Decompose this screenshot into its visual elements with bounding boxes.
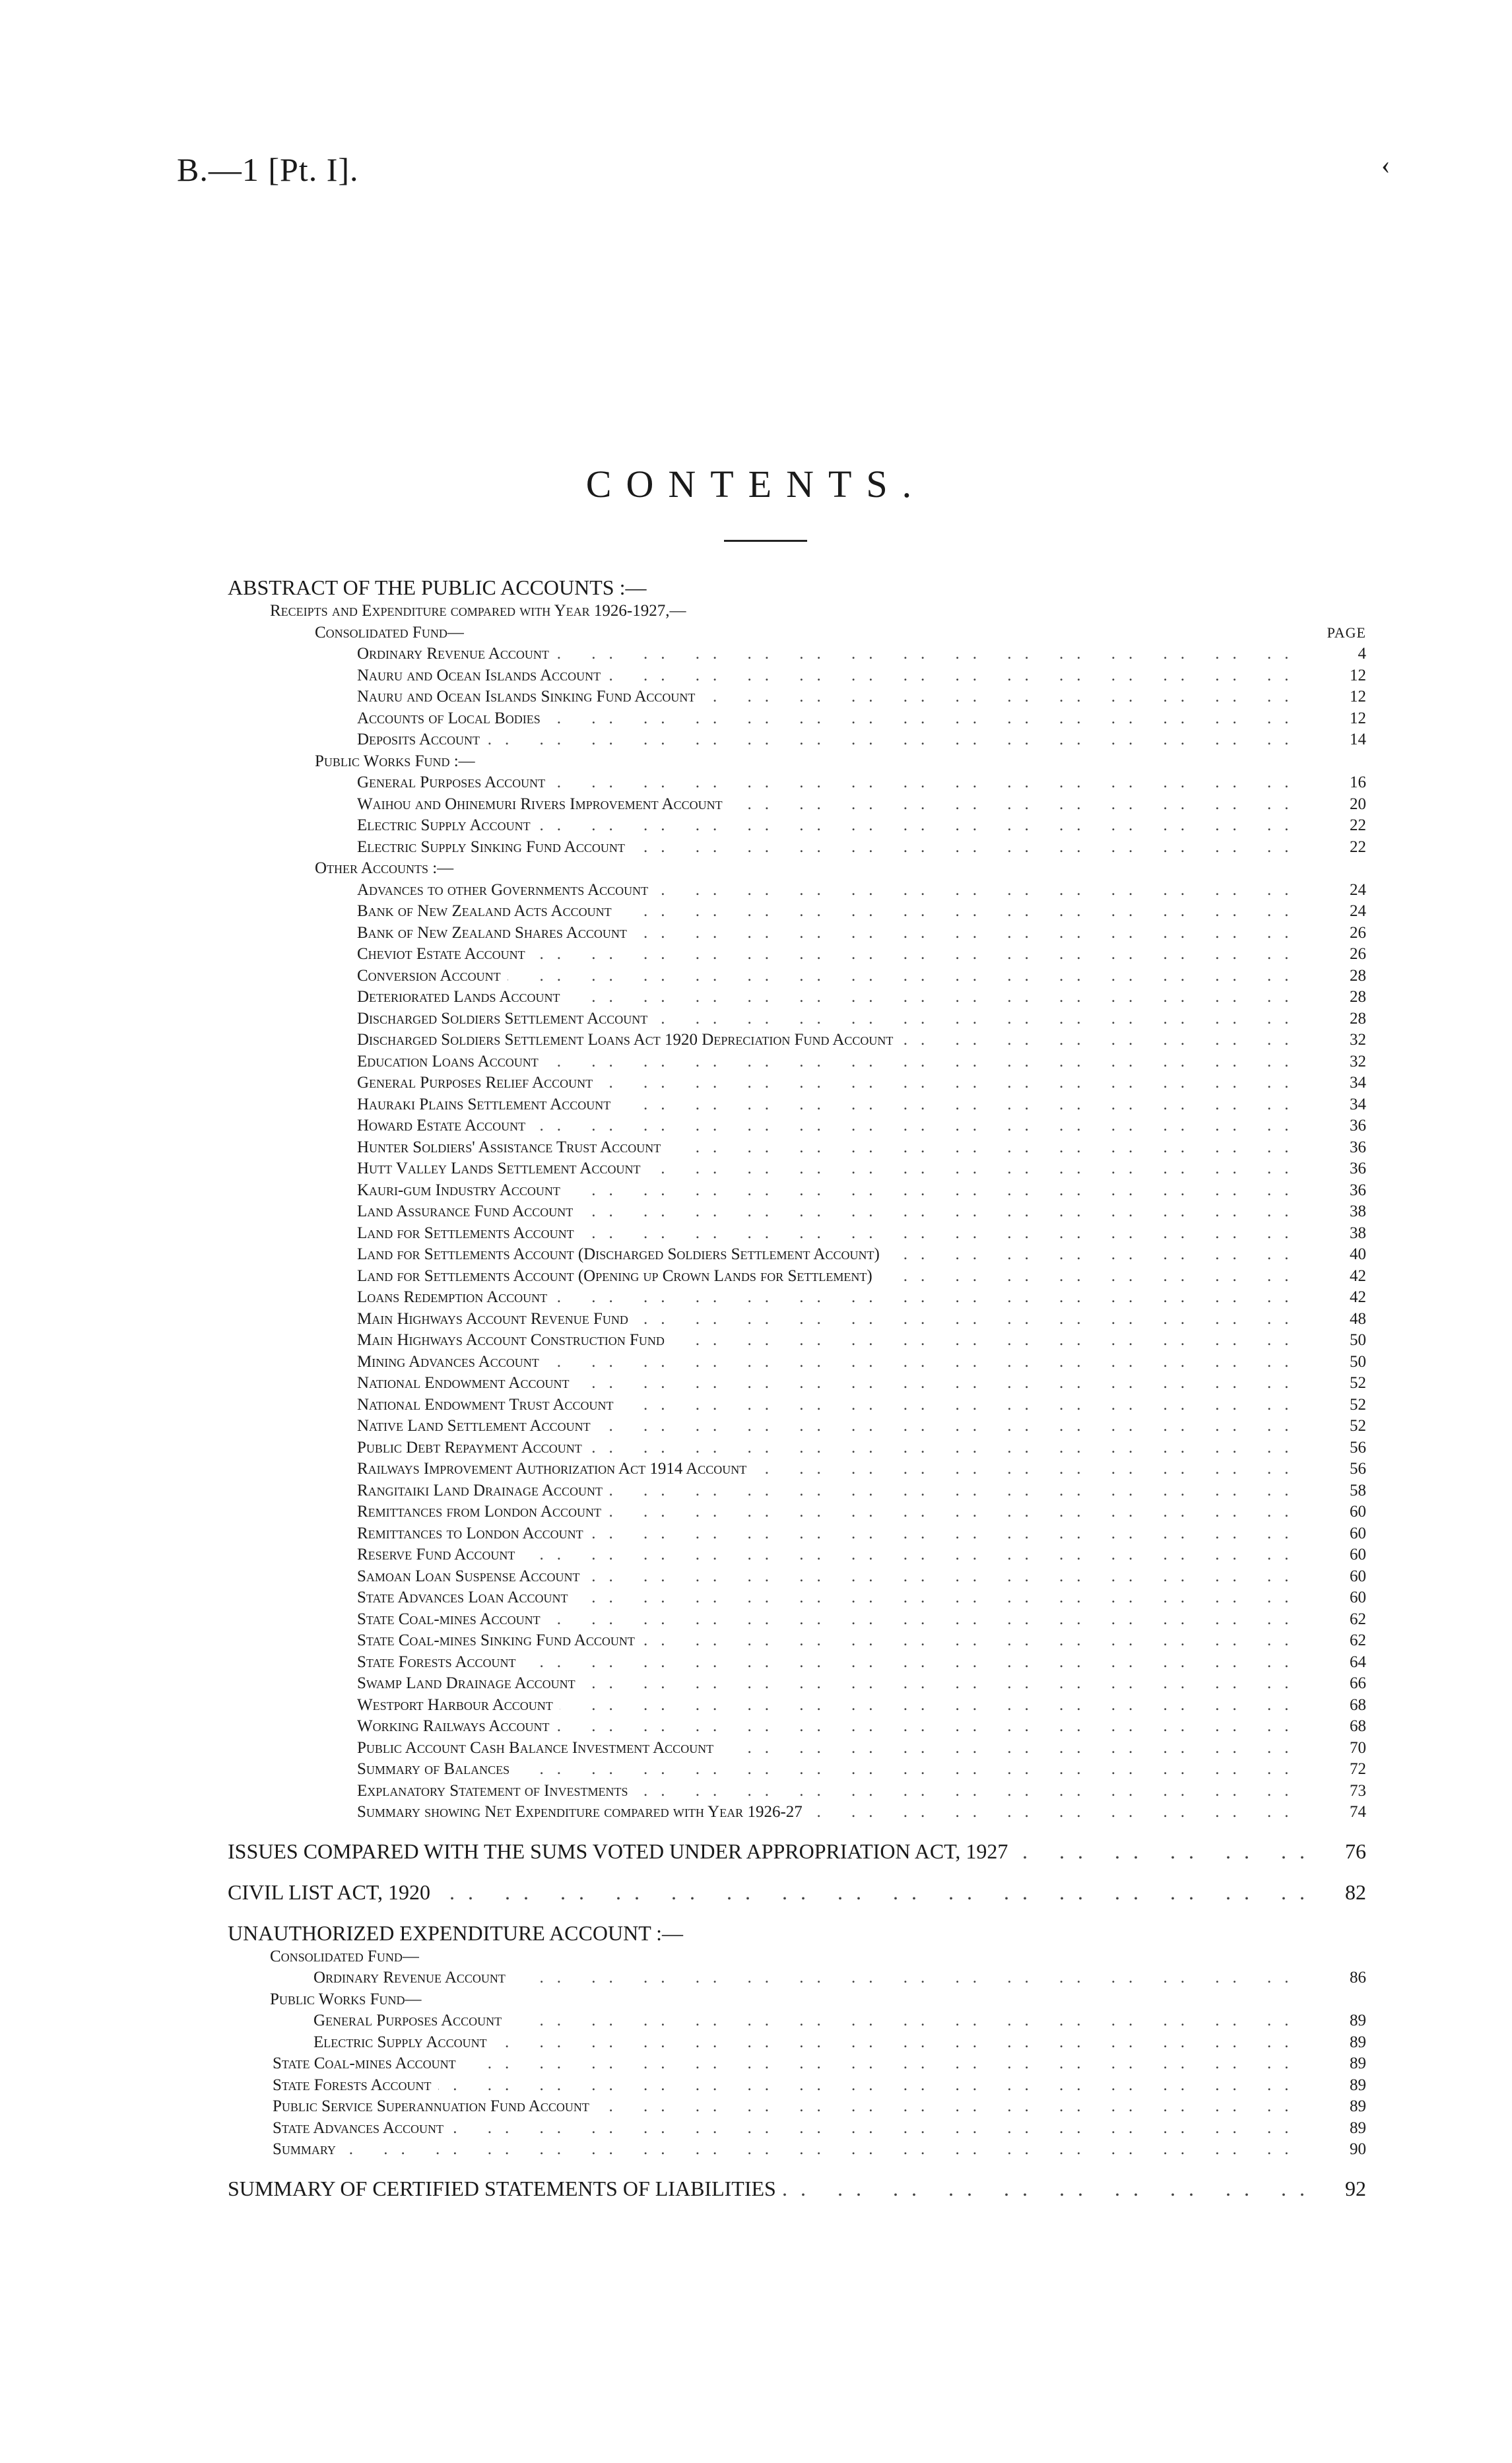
toc-entry-title: Receipts and Expenditure compared with Year 1926-1927,— [228, 601, 693, 622]
toc-entry-title: Main Highways Account Revenue Fund [228, 1309, 635, 1330]
toc-entry-page: 89 [1350, 2097, 1366, 2115]
toc-entry-page: 22 [1350, 816, 1366, 834]
toc-entry-page: 76 [1345, 1839, 1366, 1863]
toc-entry [228, 1094, 1366, 1116]
toc-entry [228, 966, 1366, 987]
toc-entry-title: UNAUTHORIZED EXPENDITURE ACCOUNT :— [228, 1920, 690, 1946]
toc-entry-page: 64 [1350, 1653, 1366, 1671]
toc-entry [228, 2010, 1366, 2032]
toc-entry-title: SUMMARY OF CERTIFIED STATEMENTS OF LIABILITIES [228, 2175, 783, 2202]
toc-entry-page: 20 [1350, 795, 1366, 813]
toc-entry-page: 42 [1350, 1266, 1366, 1285]
toc-entry [228, 1738, 1366, 1759]
toc-entry-title: Hutt Valley Lands Settlement Account [228, 1158, 647, 1180]
toc-entry-page: 24 [1350, 880, 1366, 899]
toc-entry-title: Conversion Account [228, 966, 508, 987]
toc-entry-title: Ordinary Revenue Account [228, 643, 556, 665]
toc-entry-page: 52 [1350, 1417, 1366, 1435]
toc-entry-title: CIVIL LIST ACT, 1920 [228, 1879, 437, 1905]
toc-entry [228, 1587, 1366, 1609]
toc-entry-page: 16 [1350, 773, 1366, 791]
toc-entry-page: 24 [1350, 902, 1366, 920]
toc-entry-page: 72 [1350, 1760, 1366, 1778]
toc-entry-page: 92 [1345, 2176, 1366, 2200]
toc-entry [228, 923, 1366, 944]
toc-entry-page: 90 [1350, 2140, 1366, 2158]
toc-entry-title: Waihou and Ohinemuri Rivers Improvement Account [228, 794, 729, 816]
toc-entry-title: Advances to other Governments Account [228, 880, 655, 902]
toc-entry-title: State Forests Account [228, 2075, 438, 2097]
toc-entry-title: Land for Settlements Account (Opening up Crown Lands for Settlement) [228, 1266, 879, 1288]
toc-entry [228, 2053, 1366, 2075]
toc-entry [228, 2096, 1366, 2118]
toc-entry-title: General Purposes Relief Account [228, 1072, 599, 1094]
toc-entry [228, 2139, 1366, 2161]
page-column-label: PAGE [1327, 624, 1366, 641]
toc-entry [228, 1989, 1366, 2011]
toc-entry [228, 1223, 1366, 1245]
toc-entry-title: Bank of New Zealand Acts Account [228, 901, 618, 923]
toc-entry [228, 1879, 1366, 1905]
toc-entry [228, 1266, 1366, 1288]
toc-entry-title: Railways Improvement Authorization Act 1914 Account [228, 1459, 753, 1480]
toc-entry [228, 686, 1366, 708]
toc-entry-page: 28 [1350, 1009, 1366, 1028]
toc-entry [228, 1523, 1366, 1545]
toc-entry-title: General Purposes Account [228, 772, 552, 794]
toc-entry [228, 1352, 1366, 1373]
toc-entry-title: Public Account Cash Balance Investment Account [228, 1738, 720, 1759]
toc-entry [228, 1695, 1366, 1717]
toc-entry [228, 1652, 1366, 1674]
toc-entry [228, 2075, 1366, 2097]
toc-entry [228, 622, 1366, 644]
toc-entry [228, 708, 1366, 730]
toc-entry-title: Public Works Fund :— [228, 751, 482, 773]
toc-entry-title: Kauri-gum Industry Account [228, 1180, 567, 1202]
toc-entry-title: Reserve Fund Account [228, 1544, 521, 1566]
toc-entry-title: Land for Settlements Account [228, 1223, 581, 1245]
toc-entry [228, 643, 1366, 665]
toc-entry-title: Howard Estate Account [228, 1115, 532, 1137]
title-rule [724, 540, 807, 542]
toc-entry [228, 1030, 1366, 1051]
toc-entry-page: 28 [1350, 988, 1366, 1006]
toc-entry [228, 665, 1366, 687]
toc-entry-title: Electric Supply Account [228, 815, 537, 837]
toc-entry [228, 1244, 1366, 1266]
toc-entry [228, 1158, 1366, 1180]
toc-entry-page: 58 [1350, 1481, 1366, 1499]
toc-entry-page: 26 [1350, 945, 1366, 963]
toc-entry-title: Public Debt Repayment Account [228, 1437, 589, 1459]
toc-entry [228, 729, 1366, 751]
toc-entry-page: 62 [1350, 1631, 1366, 1649]
toc-entry [228, 1501, 1366, 1523]
toc-entry-title: Working Railways Account [228, 1716, 556, 1738]
toc-entry-title: Loans Redemption Account [228, 1287, 554, 1309]
toc-entry-page: 89 [1350, 2054, 1366, 2072]
toc-entry-title: National Endowment Account [228, 1373, 575, 1395]
page-title: CONTENTS. [585, 463, 927, 506]
toc-entry-title: Deposits Account [228, 729, 486, 751]
toc-entry [228, 1716, 1366, 1738]
toc-entry-page: 22 [1350, 837, 1366, 856]
toc-entry-title: Electric Supply Sinking Fund Account [228, 837, 632, 859]
toc-entry-page: 52 [1350, 1395, 1366, 1414]
toc-entry [228, 1566, 1366, 1588]
toc-entry [228, 601, 1366, 622]
toc-entry-title: Cheviot Estate Account [228, 944, 532, 966]
toc-entry-page: 56 [1350, 1460, 1366, 1478]
toc-entry [228, 1137, 1366, 1159]
toc-entry-page: 36 [1350, 1160, 1366, 1177]
toc-entry [228, 1802, 1366, 1823]
toc-entry-page: 52 [1350, 1374, 1366, 1392]
toc-entry-title: Nauru and Ocean Islands Account [228, 665, 607, 687]
toc-entry-title: Samoan Loan Suspense Account [228, 1566, 587, 1588]
toc-entry-title: Swamp Land Drainage Account [228, 1673, 582, 1695]
toc-entry-title: Bank of New Zealand Shares Account [228, 923, 634, 944]
toc-entry [228, 1459, 1366, 1480]
toc-entry-title: Remittances to London Account [228, 1523, 590, 1545]
toc-entry-page: 36 [1350, 1138, 1366, 1156]
toc-entry-title: State Forests Account [228, 1652, 523, 1674]
toc-entry-title: Summary showing Net Expenditure compared with Year 1926-27 [228, 1802, 809, 1823]
toc-entry [228, 1838, 1366, 1864]
toc-entry-title: Other Accounts :— [228, 858, 460, 880]
toc-entry-page: 40 [1350, 1245, 1366, 1263]
toc-entry-title: Education Loans Account [228, 1051, 545, 1073]
toc-entry-title: Native Land Settlement Account [228, 1416, 597, 1437]
toc-entry-title: Summary of Balances [228, 1759, 516, 1781]
toc-entry-title: Hauraki Plains Settlement Account [228, 1094, 617, 1116]
toc-entry-page: 89 [1350, 2118, 1366, 2137]
toc-entry-page: 32 [1350, 1052, 1366, 1070]
toc-entry-title: ABSTRACT OF THE PUBLIC ACCOUNTS :— [228, 574, 653, 601]
toc-entry-title: Discharged Soldiers Settlement Account [228, 1008, 654, 1030]
toc-entry [228, 1395, 1366, 1416]
toc-entry [228, 987, 1366, 1008]
toc-entry [228, 1416, 1366, 1437]
toc-entry-page: 34 [1350, 1095, 1366, 1113]
toc-entry-page: 36 [1350, 1181, 1366, 1199]
toc-entry-title: Westport Harbour Account [228, 1695, 560, 1717]
dot-leader [228, 2139, 1307, 2161]
toc-entry-page: 74 [1350, 1803, 1366, 1821]
toc-entry-title: Land Assurance Fund Account [228, 1201, 579, 1223]
toc-entry [228, 772, 1366, 794]
toc-entry-page: 60 [1350, 1503, 1366, 1521]
toc-entry-title: Public Works Fund— [228, 1989, 428, 2011]
toc-entry [228, 1437, 1366, 1459]
toc-entry [228, 574, 1366, 601]
document-reference: B.—1 [Pt. I]. [177, 151, 359, 188]
toc-entry [228, 1630, 1366, 1652]
toc-entry-title: Public Service Superannuation Fund Account [228, 2096, 596, 2118]
toc-entry-page: 60 [1350, 1589, 1366, 1606]
toc-entry-title: State Advances Account [228, 2118, 450, 2140]
toc-entry [228, 1480, 1366, 1502]
toc-entry-page: 89 [1350, 2076, 1366, 2094]
toc-entry [228, 944, 1366, 966]
toc-entry-page: 60 [1350, 1567, 1366, 1585]
toc-entry-page: 62 [1350, 1610, 1366, 1628]
toc-entry-page: 89 [1350, 2033, 1366, 2051]
toc-entry [228, 1920, 1366, 1946]
toc-entry [228, 1309, 1366, 1330]
toc-entry-title: State Coal-mines Account [228, 1609, 547, 1631]
toc-entry-page: 32 [1350, 1031, 1366, 1049]
toc-entry-page: 82 [1345, 1880, 1366, 1904]
page-mark: ‹ [1381, 150, 1391, 180]
toc-entry [228, 1330, 1366, 1352]
toc-entry-title: Rangitaiki Land Drainage Account [228, 1480, 609, 1502]
toc-entry-page: 12 [1350, 688, 1366, 706]
toc-entry [228, 1115, 1366, 1137]
toc-entry [228, 794, 1366, 816]
toc-entry [228, 1287, 1366, 1309]
toc-entry [228, 1946, 1366, 1968]
toc-entry-page: 14 [1350, 731, 1366, 748]
toc-entry [228, 1373, 1366, 1395]
toc-entry-page: 28 [1350, 966, 1366, 985]
toc-entry [228, 1544, 1366, 1566]
toc-entry-page: 68 [1350, 1717, 1366, 1735]
toc-entry-title: National Endowment Trust Account [228, 1395, 620, 1416]
toc-entry-title: Remittances from London Account [228, 1501, 608, 1523]
toc-entry-page: 56 [1350, 1438, 1366, 1457]
toc-entry-title: Mining Advances Account [228, 1352, 546, 1373]
toc-entry [228, 2118, 1366, 2140]
toc-entry-page: 66 [1350, 1674, 1366, 1692]
toc-entry [228, 880, 1366, 902]
toc-entry-title: Land for Settlements Account (Discharged Soldiers Settlement Account) [228, 1244, 886, 1266]
toc-entry-page: 4 [1358, 645, 1366, 663]
toc-entry-title: Nauru and Ocean Islands Sinking Fund Account [228, 686, 702, 708]
toc-entry [228, 837, 1366, 859]
toc-entry-title: General Purposes Account [228, 2010, 508, 2032]
toc-entry-title: Ordinary Revenue Account [228, 1967, 512, 1989]
toc-entry-page: 70 [1350, 1738, 1366, 1757]
toc-entry-page: 36 [1350, 1117, 1366, 1134]
toc-entry-page: 38 [1350, 1202, 1366, 1220]
toc-entry [228, 815, 1366, 837]
toc-entry [228, 1201, 1366, 1223]
toc-entry-page: 60 [1350, 1546, 1366, 1563]
toc-entry [228, 1967, 1366, 1989]
toc-entry [228, 1609, 1366, 1631]
table-of-contents [228, 574, 1366, 2202]
toc-entry [228, 1673, 1366, 1695]
toc-entry-title: Consolidated Fund— [228, 1946, 426, 1968]
toc-entry [228, 1180, 1366, 1202]
toc-entry-page: 89 [1350, 2012, 1366, 2029]
toc-entry [228, 1759, 1366, 1781]
toc-entry-title: Explanatory Statement of Investments [228, 1781, 635, 1802]
toc-entry-page: 68 [1350, 1695, 1366, 1714]
toc-entry-page: 48 [1350, 1309, 1366, 1328]
toc-entry-title: ISSUES COMPARED WITH THE SUMS VOTED UNDER APPROPRIATION ACT, 1927 [228, 1838, 1014, 1864]
toc-entry-page: 50 [1350, 1352, 1366, 1371]
toc-entry-title: Consolidated Fund— [228, 622, 471, 644]
toc-entry-title: Main Highways Account Construction Fund [228, 1330, 671, 1352]
toc-entry [228, 2032, 1366, 2054]
toc-entry [228, 1008, 1366, 1030]
toc-entry-page: 73 [1350, 1781, 1366, 1800]
toc-entry [228, 2175, 1366, 2202]
toc-entry-page: 12 [1350, 666, 1366, 684]
toc-entry-page: 12 [1350, 709, 1366, 727]
toc-entry-title: Discharged Soldiers Settlement Loans Act 1920 Depreciation Fund Account [228, 1030, 900, 1051]
toc-entry-title: Accounts of Local Bodies [228, 708, 547, 730]
toc-entry-page: 50 [1350, 1331, 1366, 1349]
toc-entry-title: State Coal-mines Account [228, 2053, 463, 2075]
toc-entry [228, 901, 1366, 923]
toc-entry-title: State Advances Loan Account [228, 1587, 575, 1609]
toc-entry [228, 1051, 1366, 1073]
toc-entry-page: 34 [1350, 1074, 1366, 1092]
toc-entry-page: 42 [1350, 1288, 1366, 1306]
toc-entry-title: Hunter Soldiers' Assistance Trust Account [228, 1137, 667, 1159]
toc-entry-page: 60 [1350, 1524, 1366, 1542]
toc-entry [228, 858, 1366, 880]
toc-entry-page: 86 [1350, 1969, 1366, 1987]
toc-entry-page: 26 [1350, 923, 1366, 942]
toc-entry-title: State Coal-mines Sinking Fund Account [228, 1630, 641, 1652]
toc-entry [228, 751, 1366, 773]
toc-entry [228, 1781, 1366, 1802]
toc-entry [228, 1072, 1366, 1094]
toc-entry-page: 38 [1350, 1224, 1366, 1242]
toc-entry-title: Deteriorated Lands Account [228, 987, 567, 1008]
toc-entry-title: Summary [228, 2139, 343, 2161]
toc-entry-title: Electric Supply Account [228, 2032, 494, 2054]
